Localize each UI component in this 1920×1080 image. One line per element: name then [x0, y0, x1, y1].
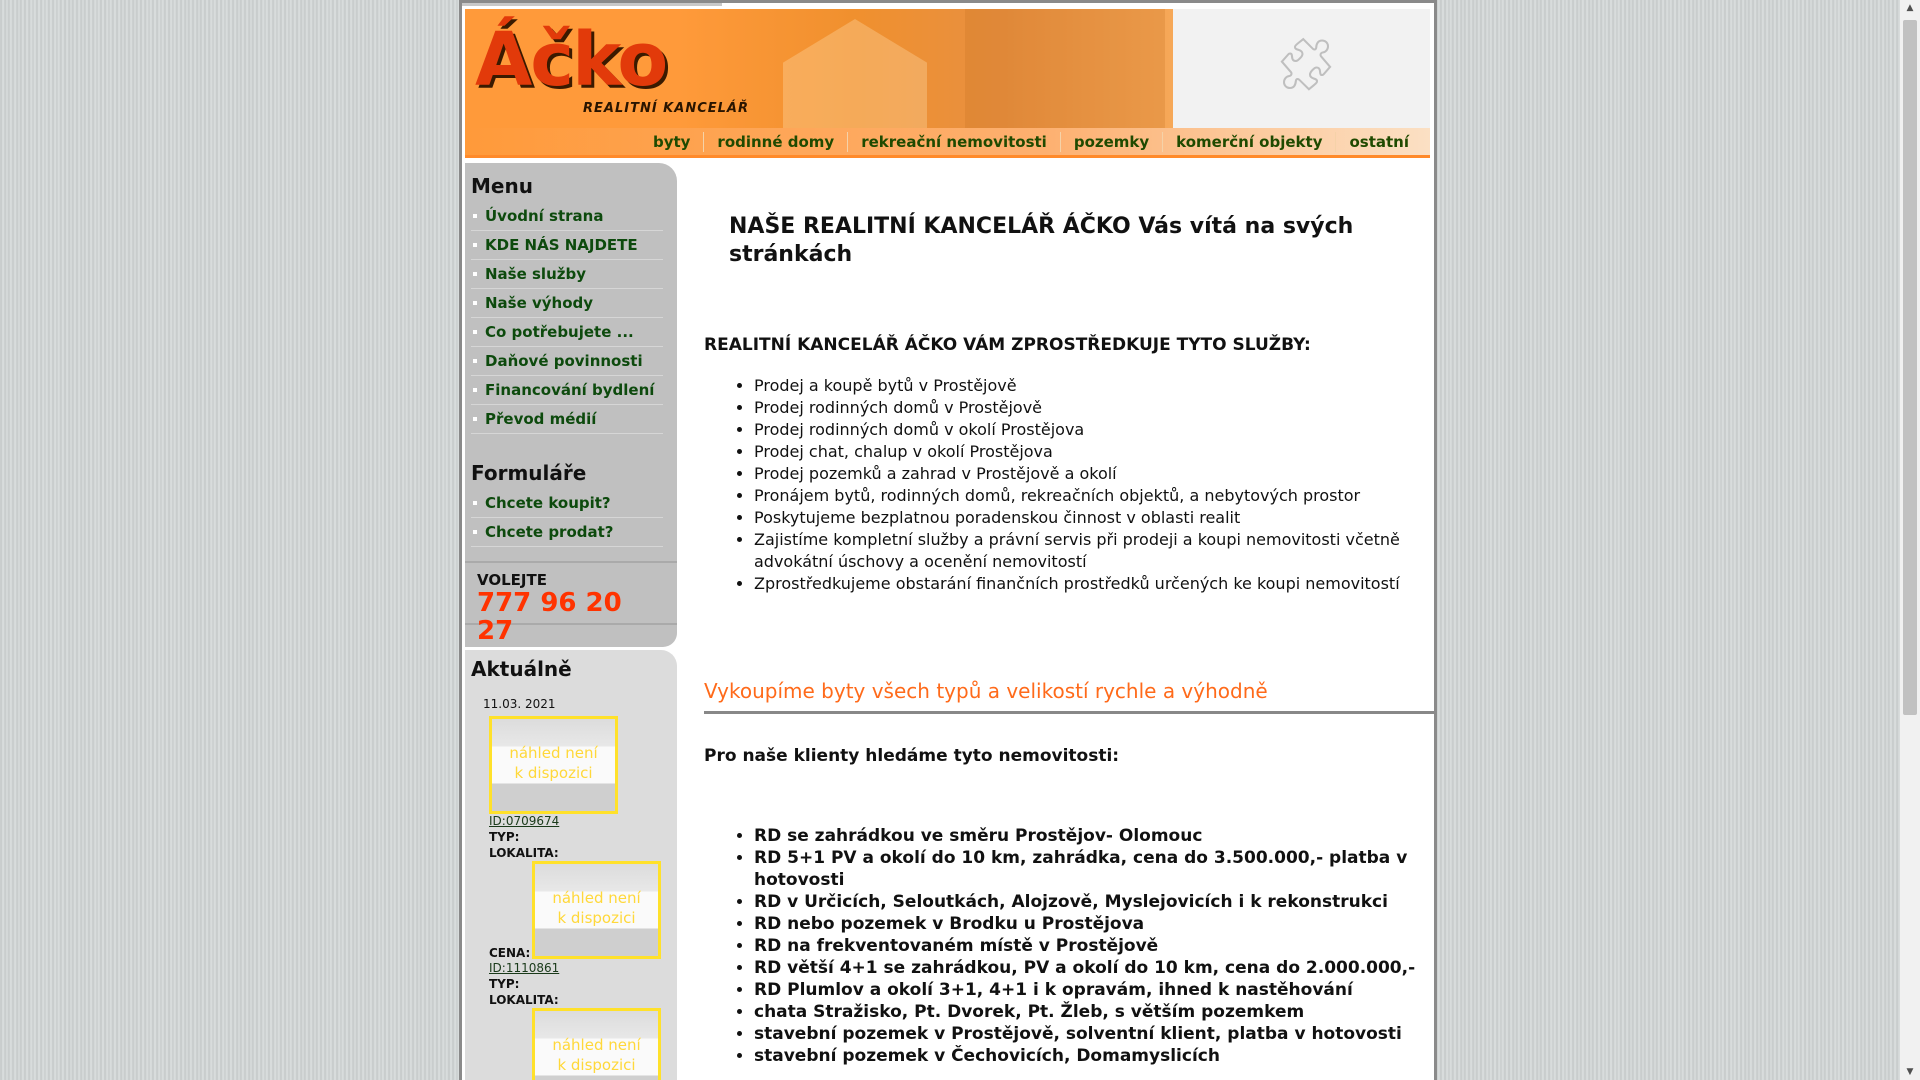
- list-item: • stavební pozemek v Čechovicích, Domamyslicích: [754, 1045, 1444, 1067]
- menu-item-kde[interactable]: [471, 231, 663, 260]
- list-item: • RD Plumlov a okolí 3+1, 4+1 i k opravám, ihned k nastěhování: [754, 979, 1444, 1001]
- listing-thumbnail[interactable]: [532, 1008, 661, 1080]
- list-item: • chata Stražisko, Pt. Dvorek, Pt. Žleb, s větším pozemkem: [754, 1001, 1444, 1023]
- list-item: • Prodej chat, chalup v okolí Prostějova: [754, 441, 1424, 463]
- call-box: [465, 561, 677, 646]
- top-nav: [465, 128, 1430, 158]
- bullet-icon: [473, 501, 477, 505]
- thumb-text: k dispozici: [514, 764, 593, 782]
- menu-item-vyhody[interactable]: [471, 289, 663, 318]
- menu-label: Co potřebujete ...: [485, 323, 634, 341]
- forms-title: Formuláře: [471, 461, 587, 485]
- listing-lokalita: LOKALITA:: [489, 993, 559, 1007]
- banner-photo: [765, 19, 945, 128]
- scrollbar-thumb[interactable]: [1903, 20, 1917, 715]
- thumb-text: k dispozici: [557, 1056, 636, 1074]
- menu-box: [465, 163, 677, 561]
- bullet-icon: [473, 530, 477, 534]
- menu-label: Naše služby: [485, 265, 586, 283]
- bullet-icon: [473, 359, 477, 363]
- list-item: • Prodej rodinných domů v Prostějově: [754, 397, 1424, 419]
- wanted-heading: Pro naše klienty hledáme tyto nemovitosti:: [704, 746, 1120, 766]
- menu-item-uvod[interactable]: [471, 202, 663, 231]
- scrollbar[interactable]: [1900, 0, 1920, 1080]
- buyout-banner: Vykoupíme byty všech typů a velikostí rychle a výhodně: [704, 679, 1434, 714]
- scroll-up-icon[interactable]: ▲: [1906, 3, 1914, 13]
- menu-label: Naše výhody: [485, 294, 594, 312]
- call-label: VOLEJTE: [477, 571, 547, 589]
- menu-item-sluzby[interactable]: [471, 260, 663, 289]
- header-banner[interactable]: [465, 9, 1173, 128]
- banner-photo: [965, 9, 1165, 128]
- list-item: • RD 5+1 PV a okolí do 10 km, zahrádka, cena do 3.500.000,- platba v hotovosti: [754, 847, 1444, 891]
- thumb-text: k dispozici: [557, 909, 636, 927]
- news-title: Aktuálně: [471, 657, 572, 681]
- list-item: • stavební pozemek v Prostějově, solventní klient, platba v hotovosti: [754, 1023, 1444, 1045]
- bullet-icon: [473, 214, 477, 218]
- listing-thumbnail[interactable]: [489, 716, 618, 814]
- list-item: • Pronájem bytů, rodinných domů, rekreačních objektů, a nebytových prostor: [754, 485, 1424, 507]
- nav-byty[interactable]: byty: [652, 132, 691, 151]
- menu-title: Menu: [471, 174, 533, 198]
- menu-item-potrebujete[interactable]: [471, 318, 663, 347]
- thumb-text: náhled není: [552, 1036, 641, 1054]
- menu-label: Daňové povinnosti: [485, 352, 643, 370]
- top-bar: [462, 3, 722, 6]
- list-item: • Prodej a koupě bytů v Prostějově: [754, 375, 1424, 397]
- page-container: [459, 0, 1437, 1080]
- menu-label: Chcete koupit?: [485, 494, 611, 512]
- menu-label: Úvodní strana: [485, 207, 604, 225]
- listing-typ: TYP:: [489, 977, 520, 991]
- bullet-icon: [473, 417, 477, 421]
- news-date: 11.03. 2021: [483, 697, 556, 711]
- list-item: • Poskytujeme bezplatnou poradenskou činnost v oblasti realit: [754, 507, 1424, 529]
- menu-label: KDE NÁS NAJDETE: [485, 236, 638, 254]
- nav-ostatni[interactable]: ostatní: [1335, 132, 1422, 152]
- list-item: • RD větší 4+1 se zahrádkou, PV a okolí do 10 km, cena do 2.000.000,-: [754, 957, 1444, 979]
- bullet-icon: [473, 243, 477, 247]
- phone-number: 777 96 20 27: [477, 588, 622, 646]
- list-item: • Zajistíme kompletní služby a právní servis při prodeji a koupi nemovitosti včetně advokátní úschovy a ocenění nemovitostí: [754, 529, 1424, 573]
- listing-thumbnail[interactable]: [532, 861, 661, 959]
- list-item: • RD nebo pozemek v Brodku u Prostějova: [754, 913, 1444, 935]
- list-item: • RD v Určicích, Seloutkách, Alojzově, Myslejovicích i k rekonstrukci: [754, 891, 1444, 913]
- list-item: • RD se zahrádkou ve směru Prostějov- Olomouc: [754, 825, 1444, 847]
- menu-label: Převod médií: [485, 410, 597, 428]
- bullet-icon: [473, 330, 477, 334]
- menu-label: Financování bydlení: [485, 381, 655, 399]
- scroll-down-icon[interactable]: ▼: [1906, 1067, 1914, 1077]
- list-item: • Zprostředkujeme obstarání finančních prostředků určených ke koupi nemovitostí: [754, 573, 1424, 595]
- logo: Áčko: [475, 17, 667, 103]
- menu-label: Chcete prodat?: [485, 523, 614, 541]
- bullet-icon: [473, 272, 477, 276]
- puzzle-icon: 🧩︎: [1273, 35, 1340, 95]
- thumb-text: náhled není: [509, 744, 598, 762]
- list-item: • Prodej pozemků a zahrad v Prostějově a okolí: [754, 463, 1424, 485]
- bullet-icon: [473, 388, 477, 392]
- services-list: [704, 375, 1424, 595]
- nav-rekreacni[interactable]: rekreační nemovitosti: [847, 132, 1060, 152]
- listing-id-link[interactable]: ID:1110861: [489, 961, 560, 975]
- form-koupit[interactable]: [471, 489, 663, 518]
- listing-cena: CENA:: [489, 946, 531, 960]
- menu-item-dane[interactable]: [471, 347, 663, 376]
- menu-item-prevod[interactable]: [471, 405, 663, 434]
- nav-rodinne-domy[interactable]: rodinné domy: [703, 132, 847, 152]
- form-prodat[interactable]: [471, 518, 663, 547]
- plugin-placeholder: [1173, 9, 1430, 128]
- news-box: [465, 650, 677, 1080]
- services-heading: REALITNÍ KANCELÁŘ ÁČKO VÁM ZPROSTŘEDKUJE TYTO SLUŽBY:: [704, 335, 1311, 355]
- listing-typ: TYP:: [489, 830, 520, 844]
- nav-pozemky[interactable]: pozemky: [1060, 132, 1162, 152]
- listing-lokalita: LOKALITA:: [489, 846, 559, 860]
- sidebar: [465, 163, 677, 1080]
- nav-komercni[interactable]: komerční objekty: [1162, 132, 1335, 152]
- thumb-text: náhled není: [552, 889, 641, 907]
- bullet-icon: [473, 301, 477, 305]
- list-item: • Prodej rodinných domů v okolí Prostějova: [754, 419, 1424, 441]
- logo-subtitle: REALITNÍ KANCELÁŘ: [583, 101, 749, 116]
- listing-id-link[interactable]: ID:0709674: [489, 814, 560, 828]
- wanted-list: [704, 825, 1444, 1067]
- list-item: • RD na frekventovaném místě v Prostějově: [754, 935, 1444, 957]
- welcome-heading: NAŠE REALITNÍ KANCELÁŘ ÁČKO Vás vítá na svých stránkách: [729, 214, 1354, 267]
- menu-item-financovani[interactable]: [471, 376, 663, 405]
